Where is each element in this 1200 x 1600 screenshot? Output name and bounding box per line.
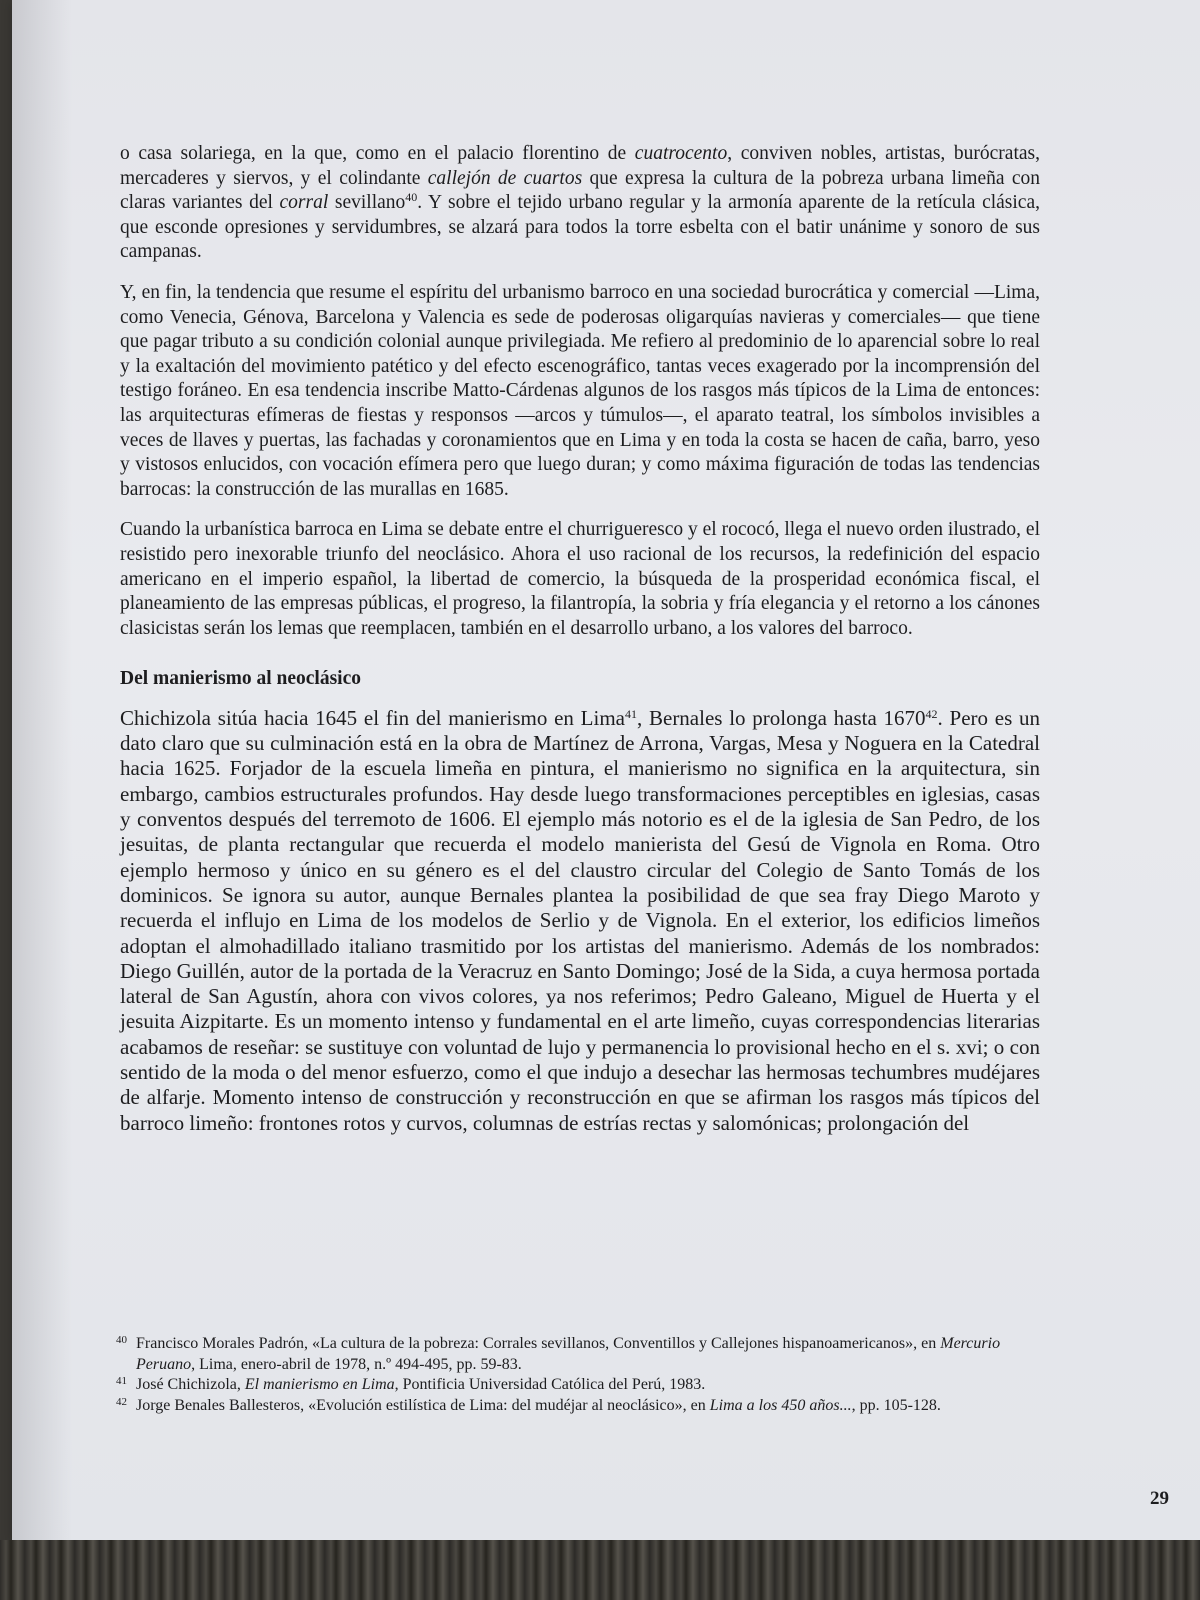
footnote-40: 40 Francisco Morales Padrón, «La cultura de la pobreza: Corrales sevillanos, Conventillos y Callejones hispanoamericanos», en Mercurio Peruano, Lima, enero-abril de 1978, n.º 494-495, pp. 59-83. — [116, 1334, 1001, 1373]
footnote-ref-41: 41 — [625, 706, 637, 721]
italic-term: cuatrocento — [634, 143, 728, 164]
body-text — [120, 142, 1040, 1152]
italic-term: callejón de cuartos — [427, 167, 583, 189]
paragraph-4: Chichizola sitúa hacia 1645 el fin del manierismo en Lima$^{41}$, Bernales lo prolonga hasta 1670$^{42}$. Pero es un dato claro que su culminación está en la obra de Martínez de Arrona, Vargas, Mesa y Noguera en la Catedral hacia 1625. Forjador de la escuela limeña en pintura, el manierismo no significa en la arquitectura, sin embargo, cambios estructurales profundos. Hay desde luego transformaciones perceptibles en iglesias, casas y conventos después del terremoto de 1606. El ejemplo más notorio es el de la iglesia de San Pedro, de los jesuitas, de planta rectangular que recuerda el modelo manierista del Gesú de Vignola en Roma. Otro ejemplo hermoso y único en su género es el del claustro circular del Colegio de Santo Tomás de los dominicos. Se ignora su autor, aunque Bernales plantea la posibilidad de que sea fray Diego Maroto y recuerda el influjo en Lima de los modelos de Serlio y de Vignola. En el exterior, los edificios limeños adoptan el almohadillado italiano trasmitido por los artistas del manierismo. Además de los nombrados: Diego Guillén, autor de la portada de la Veracruz en Santo Domingo; José de la Sida, a cuya hermosa portada lateral de San Agustín, ahora con vivos colores, ya nos referimos; Pedro Galeano, Miguel de Huerta y el jesuita Aizpitarte. Es un momento intenso y fundamental en el arte limeño, cuyas correspondencias literarias acabamos de reseñar: se sustituye con voluntad de lujo y permanencia lo provisional hecho en el s. xvi; o con sentido de la moda o del menor esfuerzo, como el que indujo a desechar las hermosas techumbres mudéjares de alfarje. Momento intenso de construcción y reconstrucción en que se afirman los rasgos más típicos del barroco limeño: frontones rotos y curvos, columnas de estrías rectas y salomónicas; prolongación del — [120, 705, 1040, 1135]
footnotes — [116, 1334, 1038, 1416]
book-page — [12, 0, 1200, 1540]
paragraph-3: Cuando la urbanística barroca en Lima se debate entre el churrigueresco y el rococó, llega el nuevo orden ilustrado, el resistido pero inexorable triunfo del neoclásico. Ahora el uso racional de los recursos, la redefinición del espacio americano en el imperio español, la libertad de comercio, la búsqueda de la prosperidad económica fiscal, el planeamiento de las empresas públicas, el progreso, la filantropía, la sobria y fría elegancia y el retorno a los cánones clasicistas serán los lemas que reemplacen, también en el desarrollo urbano, a los valores del barroco. — [120, 519, 1040, 639]
page-number: 29 — [1150, 1488, 1169, 1509]
section-heading: Del manierismo al neoclásico — [120, 668, 361, 690]
footnote-41: 41 José Chichizola, El manierismo en Lima, Pontificia Universidad Católica del Perú, 1983. — [116, 1375, 706, 1393]
page-gutter-shadow — [12, 0, 72, 1540]
paragraph-2: Y, en fin, la tendencia que resume el espíritu del urbanismo barroco en una sociedad burocrática y comercial —Lima, como Venecia, Génova, Barcelona y Valencia es sede de poderosas oligarquías navieras y comerciales— que tiene que pagar tributo a su condición colonial aunque privilegiada. Me refiero al predominio de lo aparencial sobre lo real y la exaltación del movimiento patético y del efecto escenográfico, tantas veces exagerado por la incomprensión del testigo foráneo. En esa tendencia inscribe Matto-Cárdenas algunos de los rasgos más típicos de la Lima de entonces: las arquitecturas efímeras de fiestas y responsos —arcos y túmulos—, el aparato teatral, los símbolos invisibles a veces de llaves y puertas, las fachadas y coronamientos que en Lima y en toda la costa se hacen de caña, barro, yeso y vistosos enlucidos, con vocación efímera pero que luego duran; y como máxima figuración de todas las tendencias barrocas: la construcción de las murallas en 1685. — [120, 281, 1040, 500]
footnote-ref-40: 40 — [405, 190, 418, 205]
wooden-table-edge — [0, 1540, 1200, 1600]
footnote-ref-42: 42 — [925, 706, 938, 721]
paragraph-1: o casa solariega, en la que, como en el palacio florentino de cuatrocento, conviven nobles, artistas, burócratas, mercaderes y siervos, y el colindante callejón de cuartos que expresa la cultura de la pobreza urbana limeña con claras variantes del corral sevillano$^{40}$. Y sobre el tejido urbano regular y la armonía aparente de la retícula clásica, que esconde opresiones y servidumbres, se alzará para todos la torre esbelta con el batir unánime y sonoro de sus campanas. — [120, 143, 1041, 263]
footnote-42: 42 Jorge Benales Ballesteros, «Evolución estilística de Lima: del mudéjar al neoclásico», en Lima a los 450 años..., pp. 105-128. — [116, 1395, 941, 1414]
italic-term: corral — [279, 192, 329, 214]
